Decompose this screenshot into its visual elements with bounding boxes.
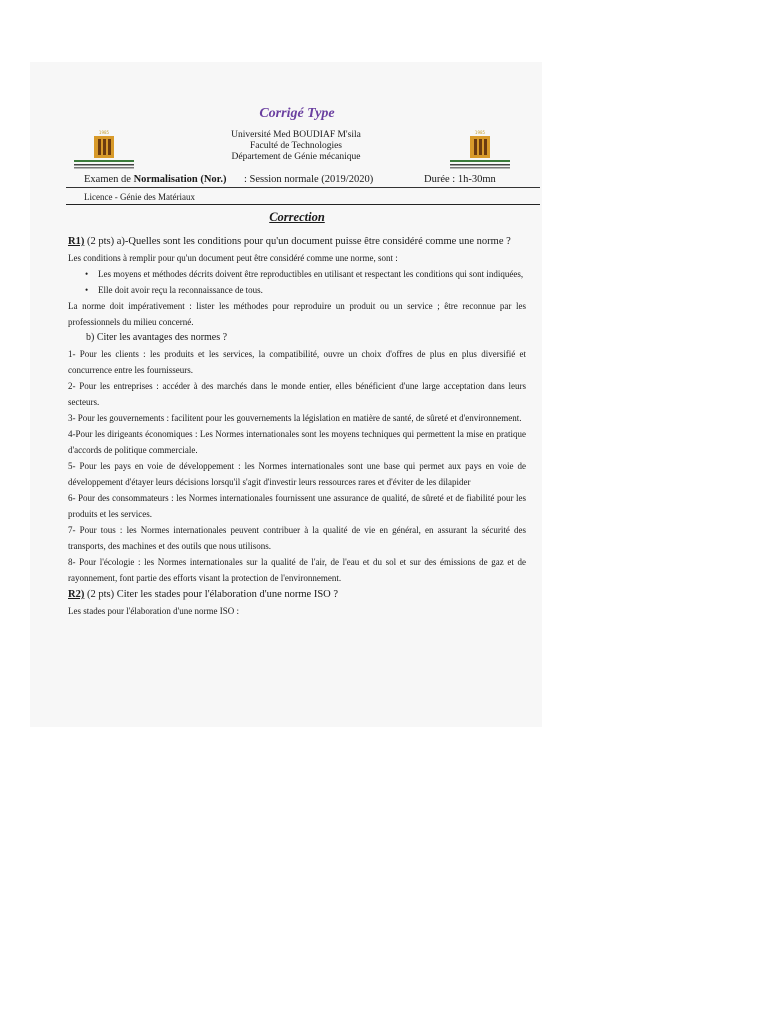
document-title: Corrigé Type bbox=[259, 106, 335, 121]
r1-bullet bbox=[68, 266, 526, 282]
answer-body bbox=[68, 233, 526, 619]
correction-heading: Correction bbox=[269, 210, 325, 224]
advantage-item: 2- Pour les entreprises : accéder à des marchés dans le monde entier, elles bénéficient d'une large acceptation dans leurs secteurs. bbox=[68, 381, 526, 407]
advantage-item: 7- Pour tous : les Normes internationales peuvent contribuer à la qualité de vie en général, en assurant la sécurité des transports, des machines et des outils que nous utilisons. bbox=[68, 525, 526, 551]
r2-label: R2) bbox=[68, 589, 85, 600]
university-logo-left bbox=[70, 128, 138, 174]
bullet-icon: • bbox=[85, 285, 89, 295]
department-name: Département de Génie mécanique bbox=[231, 152, 361, 162]
header-divider-bottom bbox=[66, 204, 540, 205]
advantage-item: 6- Pour des consommateurs : les Normes internationales fournissent une assurance de qualité, de sûreté et de fiabilité pour les produits et les services. bbox=[68, 493, 526, 519]
svg-text:1985: 1985 bbox=[474, 130, 486, 135]
r2-question-text: Citer les stades pour l'élaboration d'une norme ISO ? bbox=[116, 589, 339, 600]
exam-prefix: Examen de bbox=[84, 174, 134, 185]
r2-intro: Les stades pour l'élaboration d'une norme ISO : bbox=[68, 606, 239, 616]
exam-subject: Normalisation (Nor.) bbox=[133, 174, 227, 185]
advantage-item: 5- Pour les pays en voie de développement : les Normes internationales sont une base qui permet aux pays en voie de développement d'étayer leurs décisions lorsqu'il s'agit d'investir leurs ressources rares et d'éviter de les dilapider bbox=[68, 461, 526, 487]
r1-bullet bbox=[68, 282, 526, 298]
r1-points: (2 pts) bbox=[86, 236, 115, 247]
r1-conclusion: La norme doit impérativement : lister les méthodes pour reproduire un produit ou un service ; être reconnue par les professionnels du milieu concerné. bbox=[68, 301, 526, 327]
exam-info-line bbox=[84, 174, 528, 185]
r1-question-a bbox=[68, 233, 526, 250]
r1-intro: Les conditions à remplir pour qu'un document peut être considéré comme une norme, sont : bbox=[68, 253, 398, 263]
exam-duration: Durée : 1h-30mn bbox=[424, 174, 496, 185]
r1-bullet-text: Les moyens et méthodes décrits doivent être reproductibles en utilisant et respectant les conditions qui sont indiquées, bbox=[98, 269, 524, 279]
exam-session: : Session normale (2019/2020) bbox=[244, 174, 374, 185]
advantage-item: 3- Pour les gouvernements : facilitent pour les gouvernements la législation en matière de santé, de sûreté et d'environnement. bbox=[68, 413, 522, 423]
r2-question bbox=[68, 586, 526, 603]
r1-bullet-text: Elle doit avoir reçu la reconnaissance de tous. bbox=[98, 285, 263, 295]
advantage-item: 4-Pour les dirigeants économiques : Les Normes internationales sont les moyens techniques qui permettent la mise en pratique d'accords de politique commerciale. bbox=[68, 429, 526, 455]
r1-label: R1) bbox=[68, 236, 85, 247]
faculty-name: Faculté de Technologies bbox=[249, 141, 343, 151]
r1-question-a-text: a)-Quelles sont les conditions pour qu'un document puisse être considéré comme une norme ? bbox=[116, 236, 511, 247]
r2-points: (2 pts) bbox=[86, 589, 115, 600]
advantage-item: 8- Pour l'écologie : les Normes internationales sur la qualité de l'air, de l'eau et du sol et sur des émissions de gaz et de rayonnement, font partie des efforts visant la protection de l'environnement. bbox=[68, 557, 526, 583]
university-logo-right bbox=[446, 128, 514, 174]
university-name: Université Med BOUDIAF M'sila bbox=[231, 130, 361, 140]
svg-text:1985: 1985 bbox=[98, 130, 110, 135]
bullet-icon: • bbox=[85, 269, 89, 279]
advantage-item: 1- Pour les clients : les produits et les services, la compatibilité, ouvre un choix d'offres de plus en plus diversifié et concurrence entre les fournisseurs. bbox=[68, 349, 526, 375]
licence-label: Licence - Génie des Matériaux bbox=[84, 192, 195, 202]
r1-question-b: b) Citer les avantages des normes ? bbox=[86, 332, 228, 343]
header-divider bbox=[66, 187, 540, 188]
university-block bbox=[176, 130, 416, 163]
